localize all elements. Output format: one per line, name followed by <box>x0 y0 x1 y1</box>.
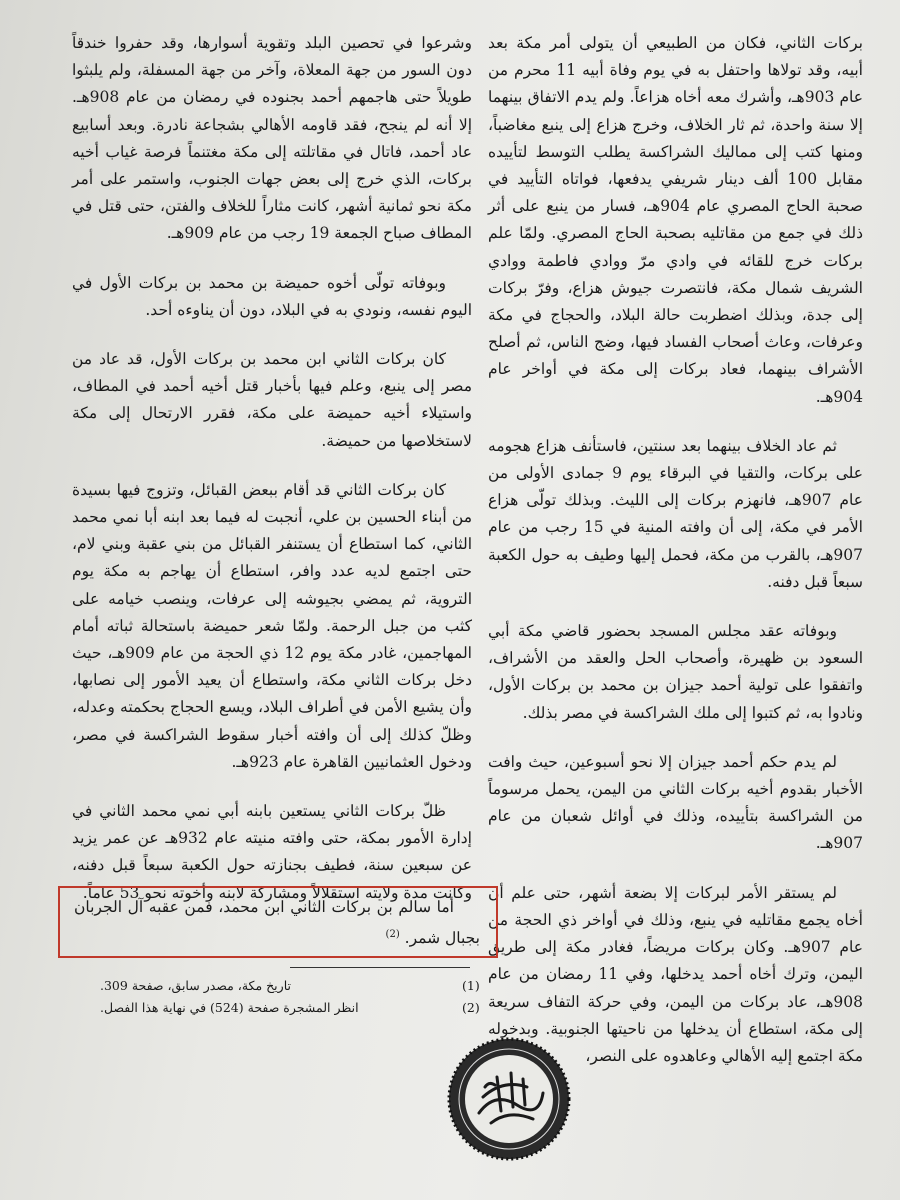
footnote-divider <box>290 967 470 968</box>
left-column <box>72 30 472 929</box>
calligraphy-seal-icon <box>445 1035 573 1163</box>
left-paragraph-3: كان بركات الثاني ابن محمد بن بركات الأول، قد عاد من مصر إلى ينبع، وعلم فيها بأخبار قتل أخيه أحمد في المطاف، واستيلاء أخيه حميضة على مكة، فقرر الارتحال إلى مكة لاستخلاصها من حميضة. <box>72 350 472 450</box>
highlighted-paragraph-box <box>58 886 498 958</box>
footnote-2-text: انظر المشجرة صفحة (524) في نهاية هذا الفصل. <box>100 1000 359 1015</box>
left-paragraph-2: وبوفاته تولّى أخوه حميضة بن محمد بن بركات الأول في اليوم نفسه، ونودي به في البلاد، دون أن يناوءه أحد. <box>72 273 472 319</box>
footnote-1-number: (1) <box>462 978 480 993</box>
footnote-2-number: (2) <box>462 1000 480 1015</box>
footnote-1 <box>100 975 492 997</box>
left-paragraph-5: ظلّ بركات الثاني يستعين بابنه أبي نمي محمد الثاني في إدارة الأمور بمكة، حتى وافته منيته عام 932هـ عن عمر يزيد عن سبعين سنة، فطيف بجنازته حول الكعبة سبعاً قبل دفنه، وكانت مدة ولايته استقلالاً ومشاركة لابنه وأخوته نحو 53 عاماً. <box>72 802 472 902</box>
right-paragraph-4: لم يدم حكم أحمد جيزان إلا نحو أسبوعين، حيث وافت الأخبار بقدوم أخيه بركات الثاني من اليمن، يحمل مرسوماً من الشراكسة بتأييده، وذلك في أوائل شعبان من عام 907هـ. <box>488 752 863 853</box>
right-paragraph-5: لم يستقر الأمر لبركات إلا بضعة أشهر، حتى علم أن أخاه يجمع مقاتليه في ينبع، وذلك في أواخر ذي الحجة من عام 907هـ. وكان بركات مريضاً، فغادر مكة إلى طريق اليمن، وترك أخاه أحمد يدخلها، وفي 11 رمضان من عام 908هـ، عاد بركات من اليمن، وفي حركة التفاف سريعة إلى مكة، استطاع أن يدخلها من ناحيتها الجنوبية. وبدخوله مكة اجتمع إليه الأهالي وعاهدوه على النصر، <box>488 883 863 1065</box>
right-paragraph-2: ثم عاد الخلاف بينهما بعد سنتين، فاستأنف هزاع هجومه على بركات، والتقيا في البرقاء يوم 9 جمادى الأولى من عام 907هـ، فانهزم بركات إلى الليث. وبذلك تولّى هزاع الأمر في مكة، إلى أن وافته المنية في 15 رجب من عام 907هـ، بالقرب من مكة، فحمل إليها وطيف به حول الكعبة سبعاً قبل دفنه. <box>488 436 863 591</box>
footnotes <box>100 975 492 1019</box>
left-paragraph-4: كان بركات الثاني قد أقام ببعض القبائل، وتزوج فيها بسيدة من أبناء الحسين بن علي، أنجبت له فيما بعد ابنه أبا نمي محمد الثاني، كما استطاع أن يستنفر القبائل من بني عقبة وبني لام، حتى اجتمع لديه عدد وافر، استطاع أن يهاجم به مكة يوم التروية، ثم يمضي بجيوشه إلى عرفات، وينصب خيامه على كثب من جبل الرحمة. ولمّا شعر حميضة باستحالة ثباته أمام المهاجمين، غادر مكة يوم 12 ذي الحجة من عام 909هـ، حيث دخل بركات الثاني مكة، واستطاع أن يعيد الأمور إلى نصابها، وأن يشيع الأمن في أطراف البلاد، ويسع الحجاج بحكمته وعدله، وظلّ كذلك إلى أن وافته أخبار سقوط الشراكسة في مصر، ودخول العثمانيين القاهرة عام 923هـ. <box>72 480 472 771</box>
right-paragraph-1: بركات الثاني، فكان من الطبيعي أن يتولى أمر مكة بعد أبيه، وقد تولاها واحتفل به في يوم وفاة أبيه 11 محرم من عام 903هـ، وأشرك معه أخاه هزاعاً. ولم يدم الاتفاق بينهما إلا سنة واحدة، ثم ثار الخلاف، وخرج هزاع إلى ينبع مغاضباً، ومنها كتب إلى مماليك الشراكسة يطلب التوسط لتأييده مقابل 100 ألف دينار شريفي يدفعها، فواتاه التأييد في صحبة الحاج المصري عام 904هـ، فسار من ينبع على أثر ذلك في جمع من مقاتليه بصحبة الحاج المصري. ولمّا علم بركات خرج للقائه في وادي مرّ ووادي فاطمة ووادي الشريف شمال مكة، فانتصرت جيوش هزاع، وفرّ بركات إلى جدة، وبذلك اضطربت حالة البلاد، والحجاج في مكة وعرفات، وعاث أصحاب الفساد فيها، وضج الناس، ثم أصلح الأشراف بينهما، فعاد بركات إلى مكة في أواخر عام 904هـ. <box>488 34 864 406</box>
highlighted-text: أما سالم بن بركات الثاني ابن محمد، فمن عقبه آل الجربان بجبال شمر. <box>74 898 480 948</box>
left-paragraph-1: وشرعوا في تحصين البلد وتقوية أسوارها، وقد حفروا خندقاً دون السور من جهة المعلاة، وآخر من جهة المسفلة، ولم يلبثوا طويلاً حتى هاجمهم أحمد بجنوده في رمضان من عام 908هـ. إلا أنه لم ينجح، فقد قاومه الأهالي بشجاعة نادرة. وبعد أسابيع عاد أحمد، فاتال في مقاتلته إلى مكة مغتنماً فرصة غياب أخيه بركات، الذي خرج إلى بعض جهات الجنوب، واستمر على أمر مكة نحو ثمانية أشهر، كانت مثاراً للخلاف والفتن، حتى قتل في المطاف صباح الجمعة 19 رجب من عام 909هـ. <box>72 34 472 243</box>
footnote-ref-2: (2) <box>385 929 400 941</box>
footnote-2 <box>100 997 492 1019</box>
footnote-1-text: تاريخ مكة، مصدر سابق، صفحة 309. <box>100 978 291 993</box>
right-column <box>488 30 863 1092</box>
highlighted-paragraph <box>74 894 480 953</box>
right-paragraph-3: وبوفاته عقد مجلس المسجد بحضور قاضي مكة أبي السعود بن ظهيرة، وأصحاب الحل والعقد من الأشراف، واتفقوا على تولية أحمد جيزان بن محمد بن بركات الأول، ونادوا به، ثم كتبوا إلى ملك الشراكسة في مصر بذلك. <box>488 622 863 722</box>
